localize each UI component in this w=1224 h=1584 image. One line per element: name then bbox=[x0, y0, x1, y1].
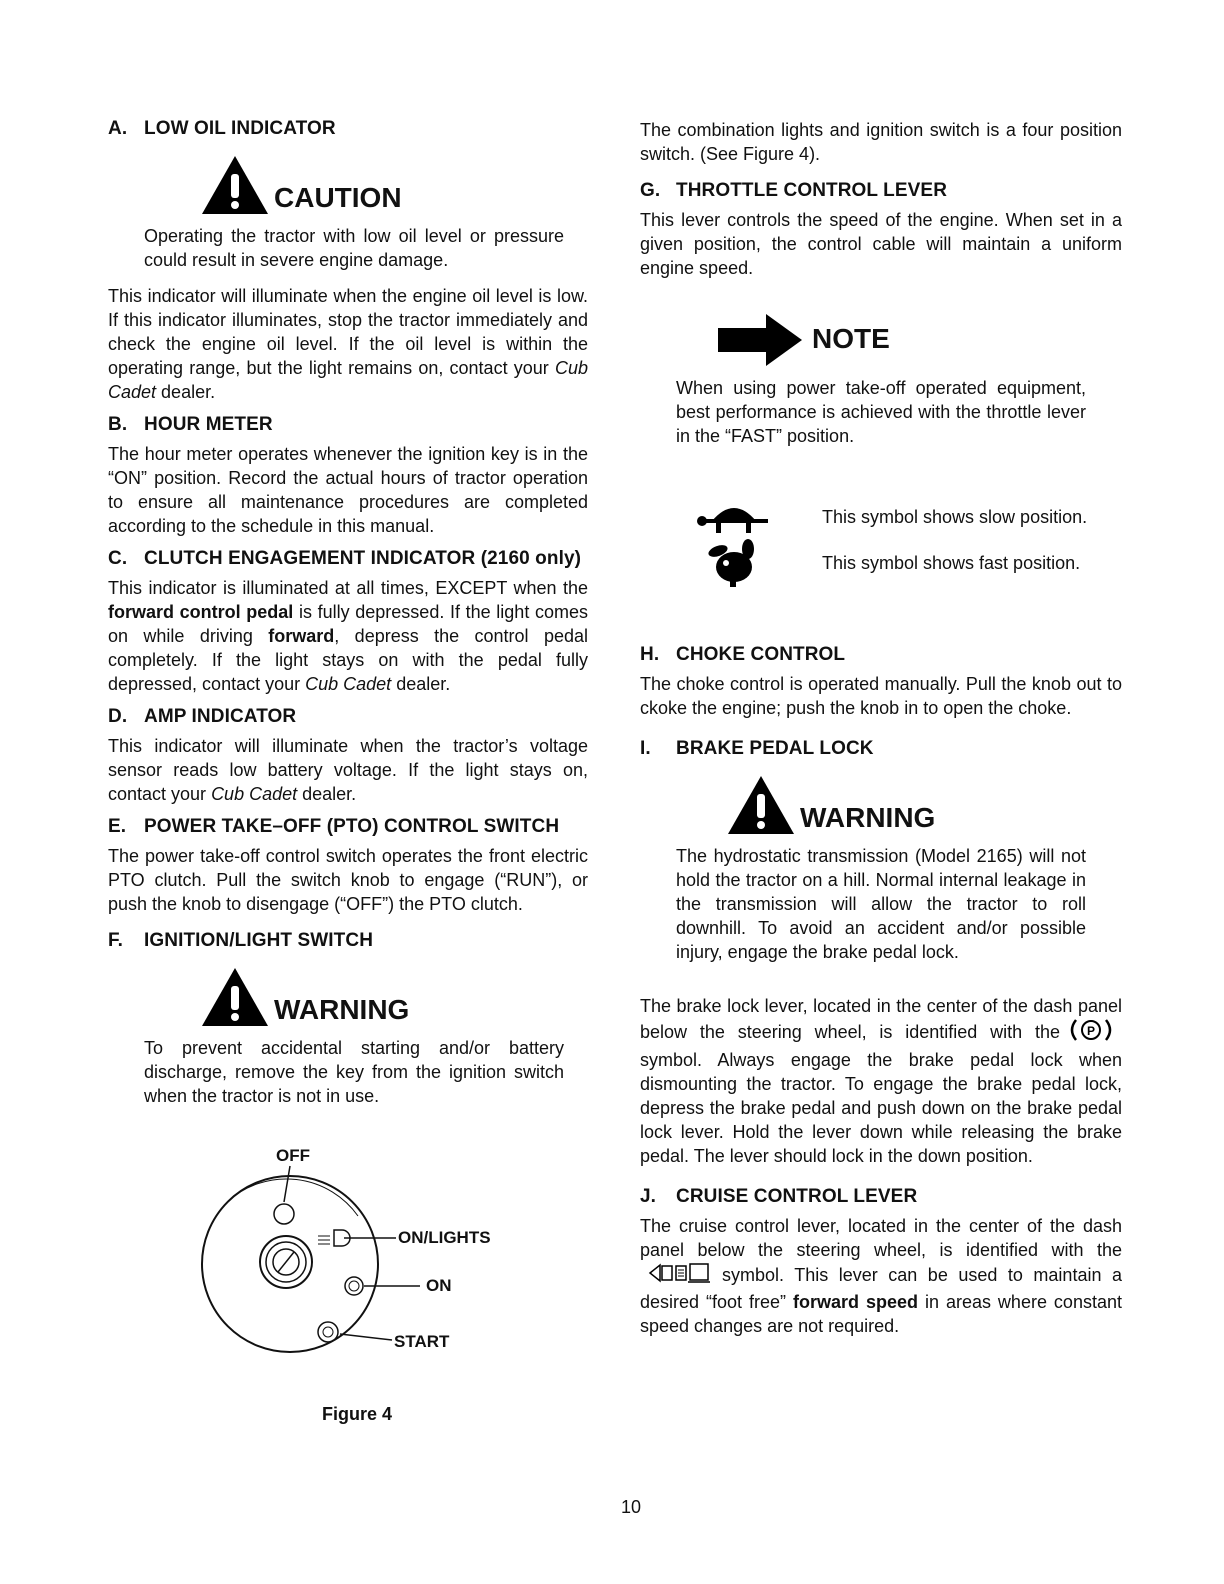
warning-f-text: To prevent accidental starting and/or battery discharge, remove the key from the ignition switch when the tractor is not in use. bbox=[144, 1038, 564, 1106]
note-text: When using power take-off operated equipment, best performance is achieved with the throttle lever in the “FAST” position. bbox=[676, 378, 1086, 446]
section-b-body: The hour meter operates whenever the ignition key is in the “ON” position. Record the actual hours of tractor operation to ensure all maintenance procedures are completed according to the schedule in this manual. bbox=[108, 444, 588, 536]
ignition-switch-figure bbox=[108, 1144, 588, 1404]
section-a-heading: A. LOW OIL INDICATOR bbox=[108, 118, 336, 139]
turtle-icon bbox=[694, 497, 774, 537]
section-j-body: The cruise control lever, located in the center of the dash panel below the steering wheel, is identified with thesymbol. This lever can be used to maintain a desired “foot free” forward speed in areas where constant speed changes are not required. bbox=[640, 1216, 1122, 1336]
warning-triangle-icon bbox=[200, 966, 270, 1028]
right-column bbox=[640, 118, 1122, 1348]
figure-label-off: OFF bbox=[276, 1146, 310, 1165]
brake-lock-icon bbox=[1068, 1018, 1114, 1042]
warning-triangle-icon bbox=[726, 774, 796, 836]
throttle-symbols bbox=[640, 494, 1122, 586]
fast-symbol-text: This symbol shows fast position. bbox=[822, 552, 1081, 573]
warning-signal-i: WARNING bbox=[726, 774, 1122, 836]
section-c-body: This indicator is illuminated at all times, EXCEPT when the forward control pedal is fully depressed. If the light comes on while driving forward, depress the control pedal completely. If the light stays on with the pedal fully depressed, contact your Cub Cadet dealer. bbox=[108, 578, 588, 694]
section-g-heading: G. THROTTLE CONTROL LEVER bbox=[640, 180, 948, 201]
figure-label-on: ON bbox=[426, 1276, 452, 1295]
section-i-heading: I. BRAKE PEDAL LOCK bbox=[640, 738, 874, 759]
section-c-heading: C. CLUTCH ENGAGEMENT INDICATOR (2160 only) bbox=[108, 548, 582, 569]
section-d-heading: D. AMP INDICATOR bbox=[108, 706, 297, 727]
section-e-body: The power take-off control switch operates the front electric PTO clutch. Pull the switch knob to engage (“RUN”), or push the knob to disengage (“OFF”) the PTO clutch. bbox=[108, 846, 588, 914]
svg-text:P: P bbox=[1086, 1024, 1096, 1038]
ignition-intro: The combination lights and ignition switch is a four position switch. (See Figure 4). bbox=[640, 120, 1122, 164]
figure-caption: Figure 4 bbox=[321, 1404, 392, 1424]
warning-i-text: The hydrostatic transmission (Model 2165) will not hold the tractor on a hill. Normal internal leakage in the transmission will allow the tractor to roll downhill. To avoid an accident and/or possible injury, engage the brake pedal lock. bbox=[676, 846, 1086, 962]
note-signal: NOTE bbox=[716, 312, 1122, 368]
section-f-heading: F. IGNITION/LIGHT SWITCH bbox=[108, 930, 374, 951]
section-h-heading: H. CHOKE CONTROL bbox=[640, 644, 846, 665]
warning-signal-f: WARNING bbox=[200, 966, 588, 1028]
note-arrow-icon bbox=[716, 312, 806, 368]
section-i-body: The brake lock lever, located in the center of the dash panel below the steering wheel, is identified with the P symbol. Always engage the brake pedal lock when dismounting the tractor. To engage the brake pedal lock, depress the brake pedal and push down on the brake pedal lock lever. Hold the lever down while releasing the brake pedal. The lever should lock in the down position. bbox=[640, 996, 1122, 1166]
page-number: 10 bbox=[620, 1497, 642, 1517]
left-column bbox=[108, 118, 588, 1425]
figure-label-start: START bbox=[394, 1332, 450, 1351]
section-h-body: The choke control is operated manually. Pull the knob out to ckoke the engine; push the knob in to open the choke. bbox=[640, 674, 1122, 718]
section-e-heading: E. POWER TAKE–OFF (PTO) CONTROL SWITCH bbox=[108, 816, 560, 837]
fast-symbol-row bbox=[682, 540, 1122, 586]
section-d-body: This indicator will illuminate when the tractor’s voltage sensor reads low battery voltage. If the light stays on, contact your Cub Cadet dealer. bbox=[108, 736, 588, 804]
section-a-body: This indicator will illuminate when the engine oil level is low. If this indicator illuminates, stop the tractor immediately and check the engine oil level. If the oil level is within the operating range, but the light remains on, contact your Cub Cadet dealer. bbox=[108, 286, 588, 402]
caution-signal: CAUTION bbox=[200, 154, 588, 216]
section-g-body: This lever controls the speed of the engine. When set in a given position, the control cable will maintain a uniform engine speed. bbox=[640, 210, 1122, 278]
cruise-control-icon bbox=[648, 1262, 714, 1284]
section-j-heading: J. CRUISE CONTROL LEVER bbox=[640, 1186, 918, 1207]
caution-text: Operating the tractor with low oil level or pressure could result in severe engine damage. bbox=[144, 226, 564, 270]
warning-triangle-icon bbox=[200, 154, 270, 216]
slow-symbol-row bbox=[682, 494, 1122, 540]
figure-label-on-lights: ON/LIGHTS bbox=[398, 1228, 491, 1247]
section-b-heading: B. HOUR METER bbox=[108, 414, 273, 435]
slow-symbol-text: This symbol shows slow position. bbox=[822, 506, 1088, 527]
rabbit-icon bbox=[704, 537, 764, 589]
ignition-switch-diagram bbox=[108, 1144, 588, 1384]
